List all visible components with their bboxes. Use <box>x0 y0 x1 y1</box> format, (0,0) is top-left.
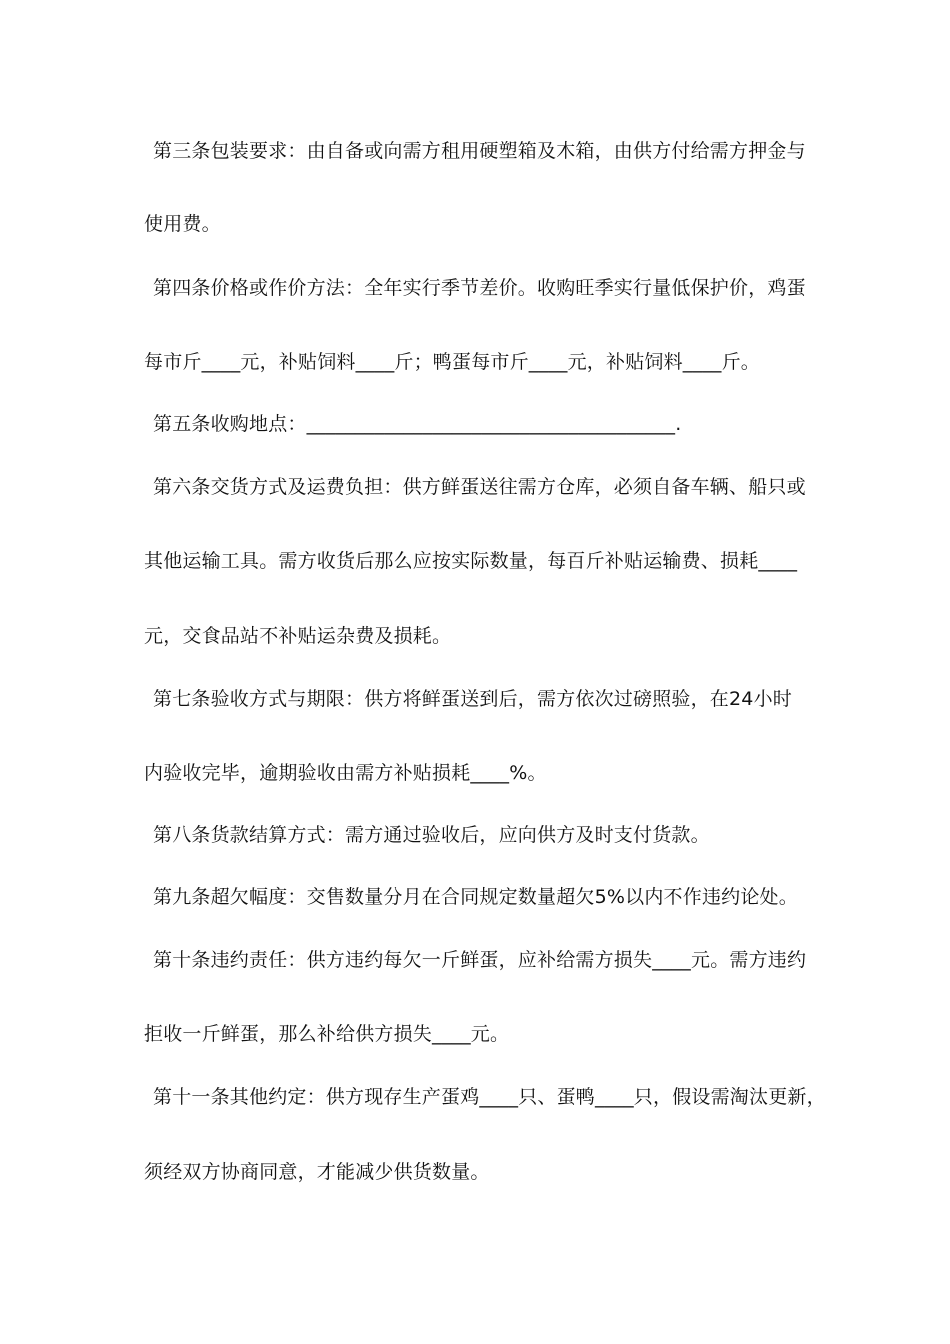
article-3-line-1: 第三条包装要求：由自备或向需方租用硬塑箱及木箱，由供方付给需方押金与 <box>153 140 806 162</box>
article-4-line-1: 第四条价格或作价方法：全年实行季节差价。收购旺季实行量低保护价，鸡蛋 <box>153 277 806 299</box>
article-4-line-2: 每市斤____元，补贴饲料____斤；鸭蛋每市斤____元，补贴饲料____斤。 <box>144 351 761 373</box>
article-11-line-1: 第十一条其他约定：供方现存生产蛋鸡____只、蛋鸭____只，假设需淘汰更新， <box>153 1086 826 1108</box>
article-3-line-2: 使用费。 <box>144 213 221 235</box>
article-6-line-2: 其他运输工具。需方收货后那么应按实际数量，每百斤补贴运输费、损耗____ <box>144 550 798 572</box>
article-8-line: 第八条货款结算方式：需方通过验收后，应向供方及时支付货款。 <box>153 824 710 846</box>
article-5-line: 第五条收购地点：______________________________________. <box>153 413 682 435</box>
article-10-line-2: 拒收一斤鲜蛋，那么补给供方损失____元。 <box>144 1023 510 1045</box>
article-6-line-1: 第六条交货方式及运费负担：供方鲜蛋送往需方仓库，必须自备车辆、船只或 <box>153 476 806 498</box>
article-7-line-1: 第七条验收方式与期限：供方将鲜蛋送到后，需方依次过磅照验，在24小时 <box>153 688 792 710</box>
article-11-line-2: 须经双方协商同意，才能减少供货数量。 <box>144 1161 490 1183</box>
article-6-line-3: 元，交食品站不补贴运杂费及损耗。 <box>144 625 452 647</box>
article-7-line-2: 内验收完毕，逾期验收由需方补贴损耗____%。 <box>144 762 547 784</box>
article-9-line: 第九条超欠幅度：交售数量分月在合同规定数量超欠5%以内不作违约论处。 <box>153 886 798 908</box>
article-10-line-1: 第十条违约责任：供方违约每欠一斤鲜蛋，应补给需方损失____元。需方违约 <box>153 949 807 971</box>
